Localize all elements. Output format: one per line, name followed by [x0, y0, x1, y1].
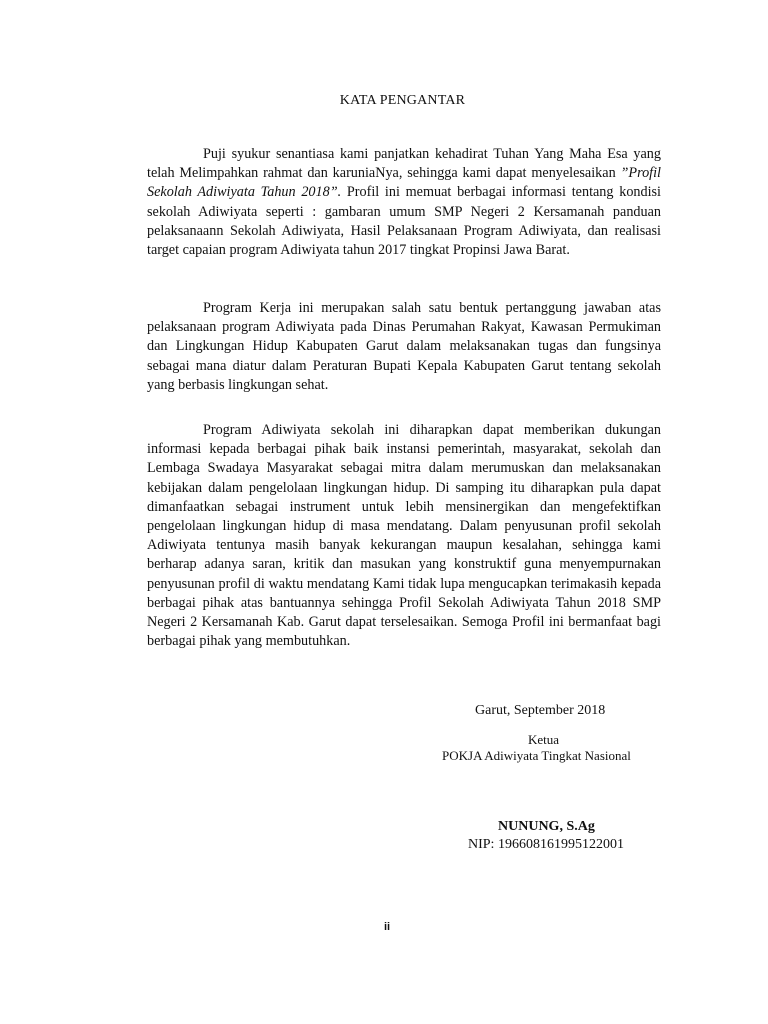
paragraph-2-text: Program Kerja ini merupakan salah satu bentuk pertanggung jawaban atas pelaksanaan program Adiwiyata pada Dinas Perumahan Rakyat, Kawasan Permukiman dan Lingkungan Hidup Kabupaten Garut dalam melaksanakan tugas dan fungsinya sebagai mana diatur dalam Peraturan Bupati Kepala Kabupaten Garut tentang sekolah yang berbasis lingkungan sehat.: [147, 300, 661, 393]
paragraph-1-before: Puji syukur senantiasa kami panjatkan kehadirat Tuhan Yang Maha Esa yang telah Melimpahkan rahmat dan karuniaNya, sehingga kami dapat menyelesaikan: [147, 146, 661, 182]
paragraph-1-italic-title: ”Profil Sekolah Adiwiyata Tahun 2018”.: [147, 165, 661, 201]
paragraph-1: [147, 145, 661, 260]
signature-place-date: Garut, September 2018: [475, 703, 606, 718]
paragraph-3-text: Program Adiwiyata sekolah ini diharapkan dapat memberikan dukungan informasi kepada berbagai pihak baik instansi pemerintah, masyarakat, sekolah dan Lembaga Swadaya Masyarakat sebagai mitra dalam merumuskan dan melaksanakan kebijakan dalam pengelolaan lingkungan hidup. Di samping itu diharapkan pula dapat dimanfaatkan sebagai instrument untuk lebih mensinergikan dan mengefektifkan pengelolaan lingkungan hidup di masa mendatang. Dalam penyusunan profil sekolah Adiwiyata tentunya masih banyak kekurangan maupun kesalahan, sehingga kami berharap adanya saran, kritik dan masukan yang konstruktif guna menyempurnakan penyusunan profil di waktu mendatang Kami tidak lupa mengucapkan terimakasih kepada berbagai pihak atas bantuannya sehingga Profil Sekolah Adiwiyata Tahun 2018 SMP Negeri 2 Kersamanah Kab. Garut dapat terselesaikan. Semoga Profil ini bermanfaat bagi berbagai pihak yang membutuhkan.: [147, 422, 661, 650]
paragraph-1-after: Profil ini memuat berbagai informasi tentang kondisi sekolah Adiwiyata seperti : gambaran umum SMP Negeri 2 Kersamanah panduan pelaksanaann Sekolah Adiwiyata, Hasil Pelaksanaan Program Adiwiyata, dan realisasi target capaian program Adiwiyata tahun 2017 tingkat Propinsi Jawa Barat.: [147, 184, 661, 259]
paragraph-3: [147, 421, 661, 651]
signature-role: Ketua: [528, 732, 560, 747]
signature-name: NUNUNG, S.Ag: [498, 819, 595, 834]
page-title: KATA PENGANTAR: [339, 93, 466, 108]
signature-nip: NIP: 196608161995122001: [468, 837, 624, 852]
paragraph-2: [147, 299, 661, 395]
page-number: ii: [384, 921, 391, 933]
signature-organization: POKJA Adiwiyata Tingkat Nasional: [442, 748, 631, 763]
paragraph-1-text: [147, 145, 661, 260]
